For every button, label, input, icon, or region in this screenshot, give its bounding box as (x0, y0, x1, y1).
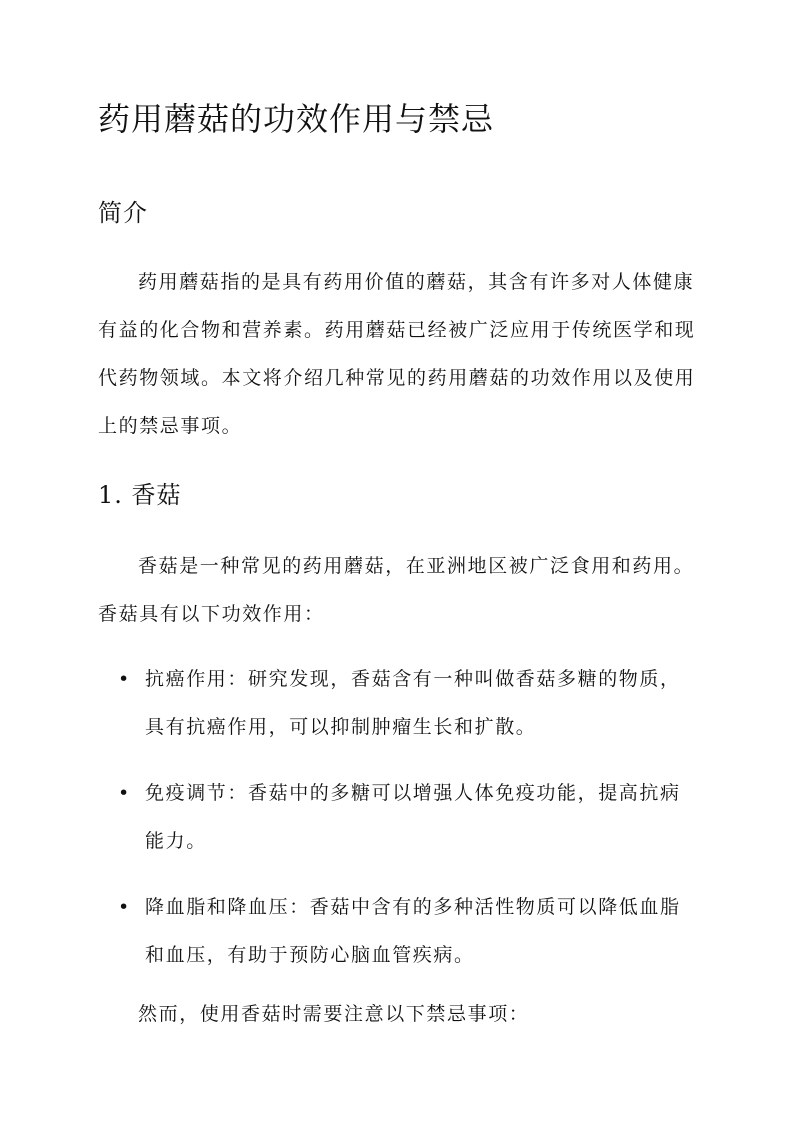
bullet-icon: • (118, 782, 130, 804)
benefits-list (0, 655, 800, 979)
bullet-icon: • (118, 668, 130, 690)
section-heading-shiitake: 1. 香菇 (98, 481, 182, 509)
list-item (0, 769, 800, 865)
intro-heading: 简介 (98, 199, 148, 227)
benefit-anticancer: 抗癌作用：研究发现，香菇含有一种叫做香菇多糖的物质，具有抗癌作用，可以抑制肿瘤生长和扩散。 (145, 668, 681, 738)
list-item (0, 655, 800, 751)
benefit-blood-lipids: 降血脂和降血压：香菇中含有的多种活性物质可以降低血脂和血压，有助于预防心脑血管疾病。 (145, 896, 681, 966)
benefit-immune: 免疫调节：香菇中的多糖可以增强人体免疫功能，提高抗病能力。 (145, 782, 681, 852)
bullet-icon: • (118, 896, 130, 918)
contraindications-intro: 然而，使用香菇时需要注意以下禁忌事项： (138, 1003, 530, 1025)
list-item (0, 883, 800, 979)
shiitake-intro-paragraph: 香菇是一种常见的药用蘑菇，在亚洲地区被广泛食用和药用。香菇具有以下功效作用： (98, 555, 695, 625)
intro-paragraph: 药用蘑菇指的是具有药用价值的蘑菇，其含有许多对人体健康有益的化合物和营养素。药用蘑菇已经被广泛应用于传统医学和现代药物领域。本文将介绍几种常见的药用蘑菇的功效作用以及使用上的禁忌事项。 (98, 271, 696, 437)
document-title: 药用蘑菇的功效作用与禁忌 (98, 100, 495, 138)
